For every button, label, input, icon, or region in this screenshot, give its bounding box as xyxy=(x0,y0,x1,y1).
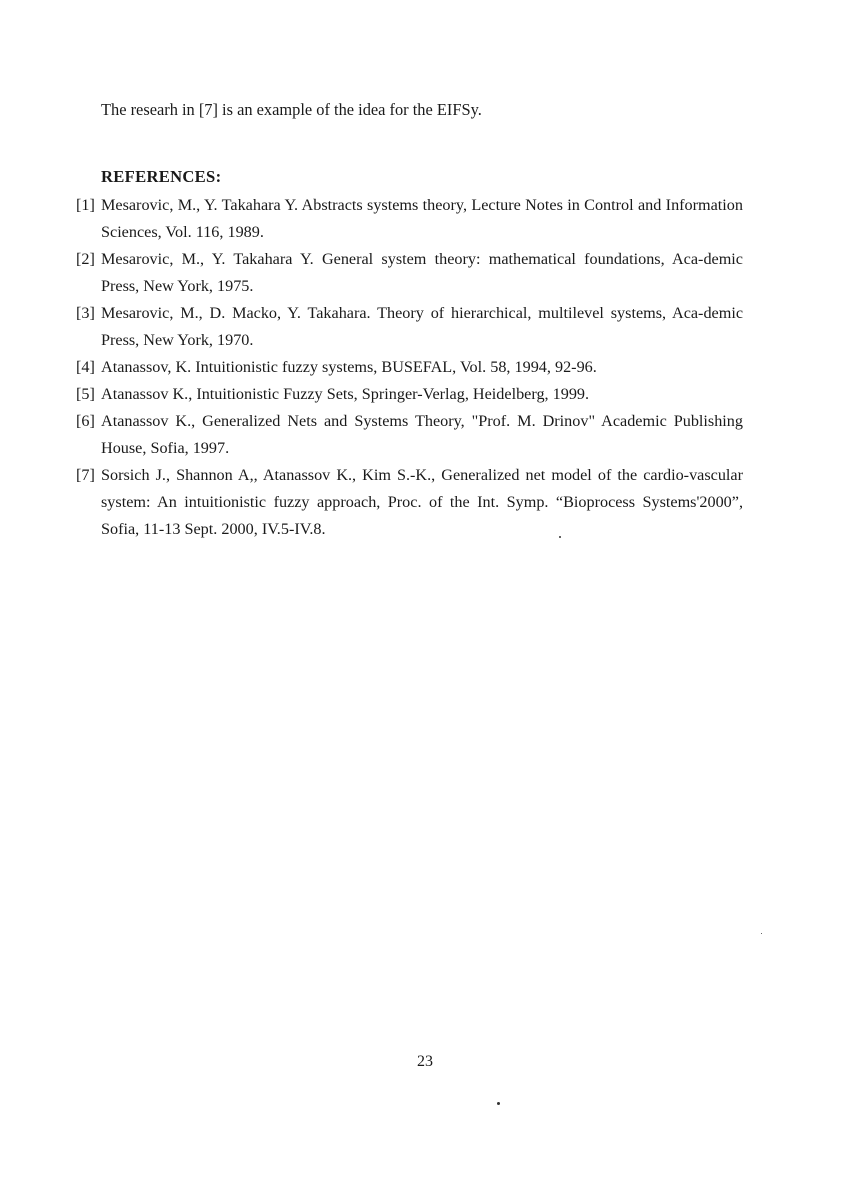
reference-text: Mesarovic, M., D. Macko, Y. Takahara. Theory of hierarchical, multilevel systems, Aca-demic Press, New York, 1970. xyxy=(101,304,743,349)
reference-number: [3] xyxy=(76,304,95,322)
reference-number: [6] xyxy=(76,412,95,430)
reference-item xyxy=(76,192,743,246)
reference-text: Sorsich J., Shannon A,, Atanassov K., Kim S.-K., Generalized net model of the cardio-vascular system: An intuitionistic fuzzy approach, Proc. of the Int. Symp. “Bioprocess Systems'2000”, Sofia, 11-13 Sept. 2000, IV.5-IV.8. xyxy=(101,466,743,538)
reference-text: Atanassov K., Generalized Nets and Systems Theory, "Prof. M. Drinov" Academic Publishing House, Sofia, 1997. xyxy=(101,412,743,457)
reference-item xyxy=(76,462,743,543)
body-paragraph: The researh in [7] is an example of the idea for the EIFSy. xyxy=(101,100,482,119)
reference-text: Atanassov, K. Intuitionistic fuzzy systems, BUSEFAL, Vol. 58, 1994, 92-96. xyxy=(101,358,597,376)
reference-number: [1] xyxy=(76,196,95,214)
reference-item xyxy=(76,408,743,462)
reference-item xyxy=(76,354,743,381)
references-list xyxy=(76,192,743,543)
reference-text: Mesarovic, M., Y. Takahara Y. Abstracts systems theory, Lecture Notes in Control and Information Sciences, Vol. 116, 1989. xyxy=(101,196,743,241)
reference-number: [5] xyxy=(76,385,95,403)
reference-number: [7] xyxy=(76,466,95,484)
reference-item xyxy=(76,246,743,300)
references-heading: REFERENCES: xyxy=(101,167,222,186)
reference-number: [2] xyxy=(76,250,95,268)
reference-text: Mesarovic, M., Y. Takahara Y. General system theory: mathematical foundations, Aca-demic Press, New York, 1975. xyxy=(101,250,743,295)
scan-speck xyxy=(559,536,561,538)
reference-item xyxy=(76,300,743,354)
scan-speck xyxy=(497,1102,500,1105)
page-number: 23 xyxy=(417,1053,433,1070)
scan-speck xyxy=(761,933,762,934)
reference-item xyxy=(76,381,743,408)
reference-number: [4] xyxy=(76,358,95,376)
reference-text: Atanassov K., Intuitionistic Fuzzy Sets, Springer-Verlag, Heidelberg, 1999. xyxy=(101,385,590,403)
